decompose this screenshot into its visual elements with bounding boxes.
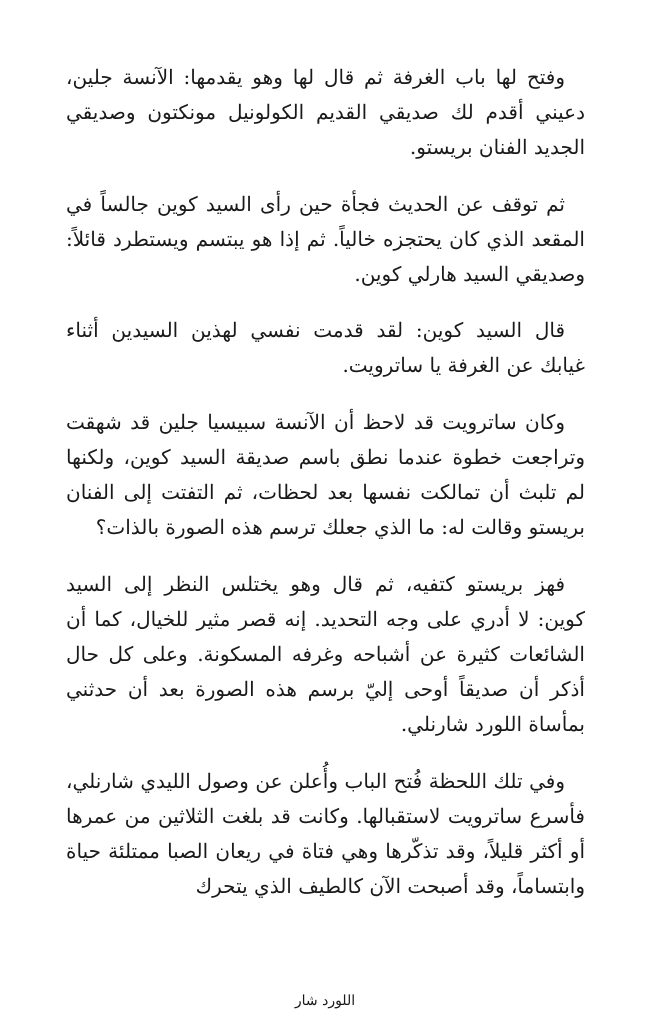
paragraph: ثم توقف عن الحديث فجأة حين رأى السيد كوين جالساً في المقعد الذي كان يحتجزه خالياً. ثم إذا هو يبتسم ويستطرد قائلاً: وصديقي السيد هارلي كوين.: [66, 192, 585, 286]
paragraph: قال السيد كوين: لقد قدمت نفسي لهذين السيدين أثناء غيابك عن الغرفة يا ساترويت.: [66, 318, 585, 377]
paragraph: وفتح لها باب الغرفة ثم قال لها وهو يقدمها: الآنسة جلين، دعيني أقدم لك صديقي القديم الكولونيل مونكتون وصديقي الجديد الفنان بريستو.: [66, 65, 585, 159]
paragraph: فهز بريستو كتفيه، ثم قال وهو يختلس النظر إلى السيد كوين: لا أدري على وجه التحديد. إنه قصر مثير للخيال، كما أن الشائعات كثيرة عن أشباحه وغرفه المسكونة. وعلى كل حال أذكر أن صديقاً أوحى إليّ برسم هذه الصورة بعد أن حدثني بمأساة اللورد شارنلي.: [66, 572, 585, 736]
paragraph: وفي تلك اللحظة فُتح الباب وأُعلن عن وصول الليدي شارنلي، فأسرع ساترويت لاستقبالها. وكانت قد بلغت الثلاثين من عمرها أو أكثر قليلاً، وقد تذكّرها وهي فتاة في ريعان الصبا ممتلئة حياة وابتساماً، وقد أصبحت الآن كالطيف الذي يتحرك: [66, 769, 585, 898]
cut-off-footer-text: اللورد شار: [294, 993, 356, 1009]
paragraph: وكان ساترويت قد لاحظ أن الآنسة سبيسيا جلين قد شهقت وتراجعت خطوة عندما نطق باسم صديقة السيد كوين، ولكنها لم تلبث أن تمالكت نفسها بعد لحظات، ثم التفتت إلى الفنان بريستو وقالت له: ما الذي جعلك ترسم هذه الصورة بالذات؟: [66, 410, 585, 539]
